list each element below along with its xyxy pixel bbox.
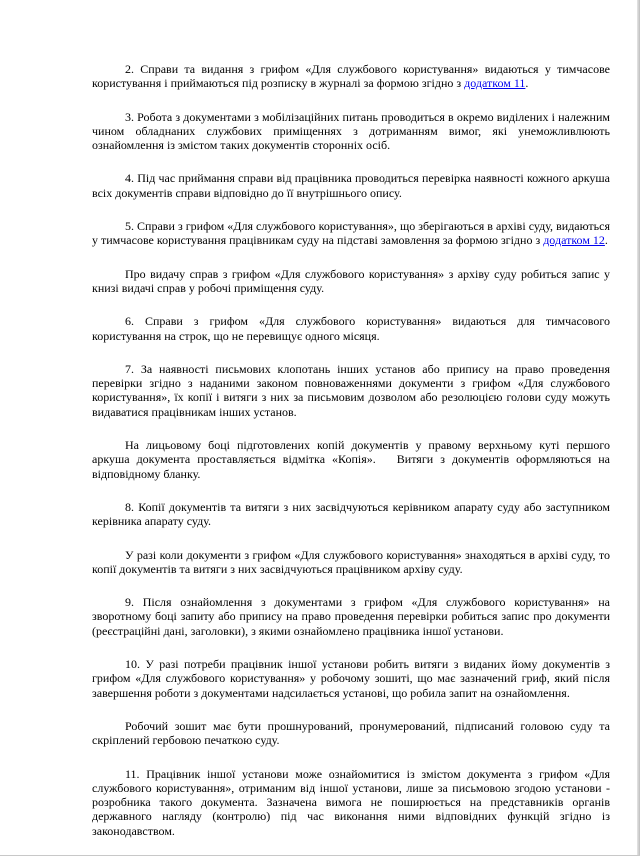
paragraph-4: 4. Під час приймання справи від працівника проводиться перевірка наявності кожного аркуша всіх документів справи відповідно до її внутрішнього опису.: [92, 171, 610, 200]
paragraph-7: 7. За наявності письмових клопотань інших установ або припису на право проведення перевірки згідно з наданими законом повноваженнями документи з грифом «Для службового користування», їх копії і витяги з них за письмовим дозволом або резолюцією голови суду можуть видаватися працівникам інших установ.: [92, 361, 610, 419]
paragraph-text: 2. Справи та видання з грифом «Для службового користування» видаються у тимчасове користування і приймаються під розписку в журналі за формою згідно з: [92, 62, 610, 91]
paragraph-6: 6. Справи з грифом «Для службового користування» видаються для тимчасового користування на строк, що не перевищує одного місяця.: [92, 314, 610, 343]
paragraph-9: 9. Після ознайомлення з документами з грифом «Для службового користування» на зворотному боці запиту або припису на право проведення перевірки робиться запис про документи (реєстраційні дані, заголовки), з якими ознайомлено працівника іншої установи.: [92, 595, 610, 638]
paragraph-8-continuation: У разі коли документи з грифом «Для службового користування» знаходяться в архіві суду, то копії документів та витяги з них засвідчуються працівником архіву суду.: [92, 547, 610, 576]
paragraph-tail: .: [525, 76, 529, 91]
paragraph-text: 5. Справи з грифом «Для службового користування», що зберігаються в архіві суду, видаються у тимчасове користування працівникам суду на підставі замовлення за формою згідно з: [92, 219, 610, 248]
paragraph-2: [92, 62, 610, 91]
paragraph-5: [92, 219, 610, 248]
paragraph-tail: .: [604, 233, 608, 248]
paragraph-10: 10. У разі потреби працівник іншої установи робить витяги з виданих йому документів з грифом «Для службового користування» у робочому зошиті, що має зазначений гриф, який після завершення роботи з документами надсилається установі, що робила запит на ознайомлення.: [92, 657, 610, 700]
appendix-12-link[interactable]: додатком 12: [543, 233, 605, 248]
paragraph-10-continuation: Робочий зошит має бути прошнурований, пронумерований, підписаний головою суду та скріплений гербовою печаткою суду.: [92, 718, 610, 748]
document-body: [92, 62, 613, 856]
paragraph-8: 8. Копії документів та витяги з них засвідчуються керівником апарату суду або заступником керівника апарату суду.: [92, 499, 610, 529]
appendix-11-link[interactable]: додатком 11: [464, 76, 526, 91]
paragraph-3: 3. Робота з документами з мобілізаційних питань проводиться в окремо виділених і належним чином обладнаних службових приміщеннях з дотриманням вимог, які унеможливлюють ознайомлення із змістом таких документів сторонніх осіб.: [92, 109, 610, 153]
paragraph-7-continuation: На лицьовому боці підготовлених копій документів у правому верхньому куті першого аркуша документа проставляється відмітка «Копія». Витяги з документів оформляються на відповідному бланку.: [92, 438, 613, 481]
paragraph-11: 11. Працівник іншої установи може ознайомитися із змістом документа з грифом «Для службового користування», отриманим від іншої установи, лише за письмовою згодою установи - розробника такого документа. Зазначена вимога не поширюється на представників органів державного нагляду (контролю) під час виконання ними відповідних функцій згідно із законодавством.: [92, 766, 610, 838]
paragraph-5-continuation: Про видачу справ з грифом «Для службового користування» з архіву суду робиться запис у книзі видачі справ у робочі приміщення суду.: [92, 266, 610, 295]
